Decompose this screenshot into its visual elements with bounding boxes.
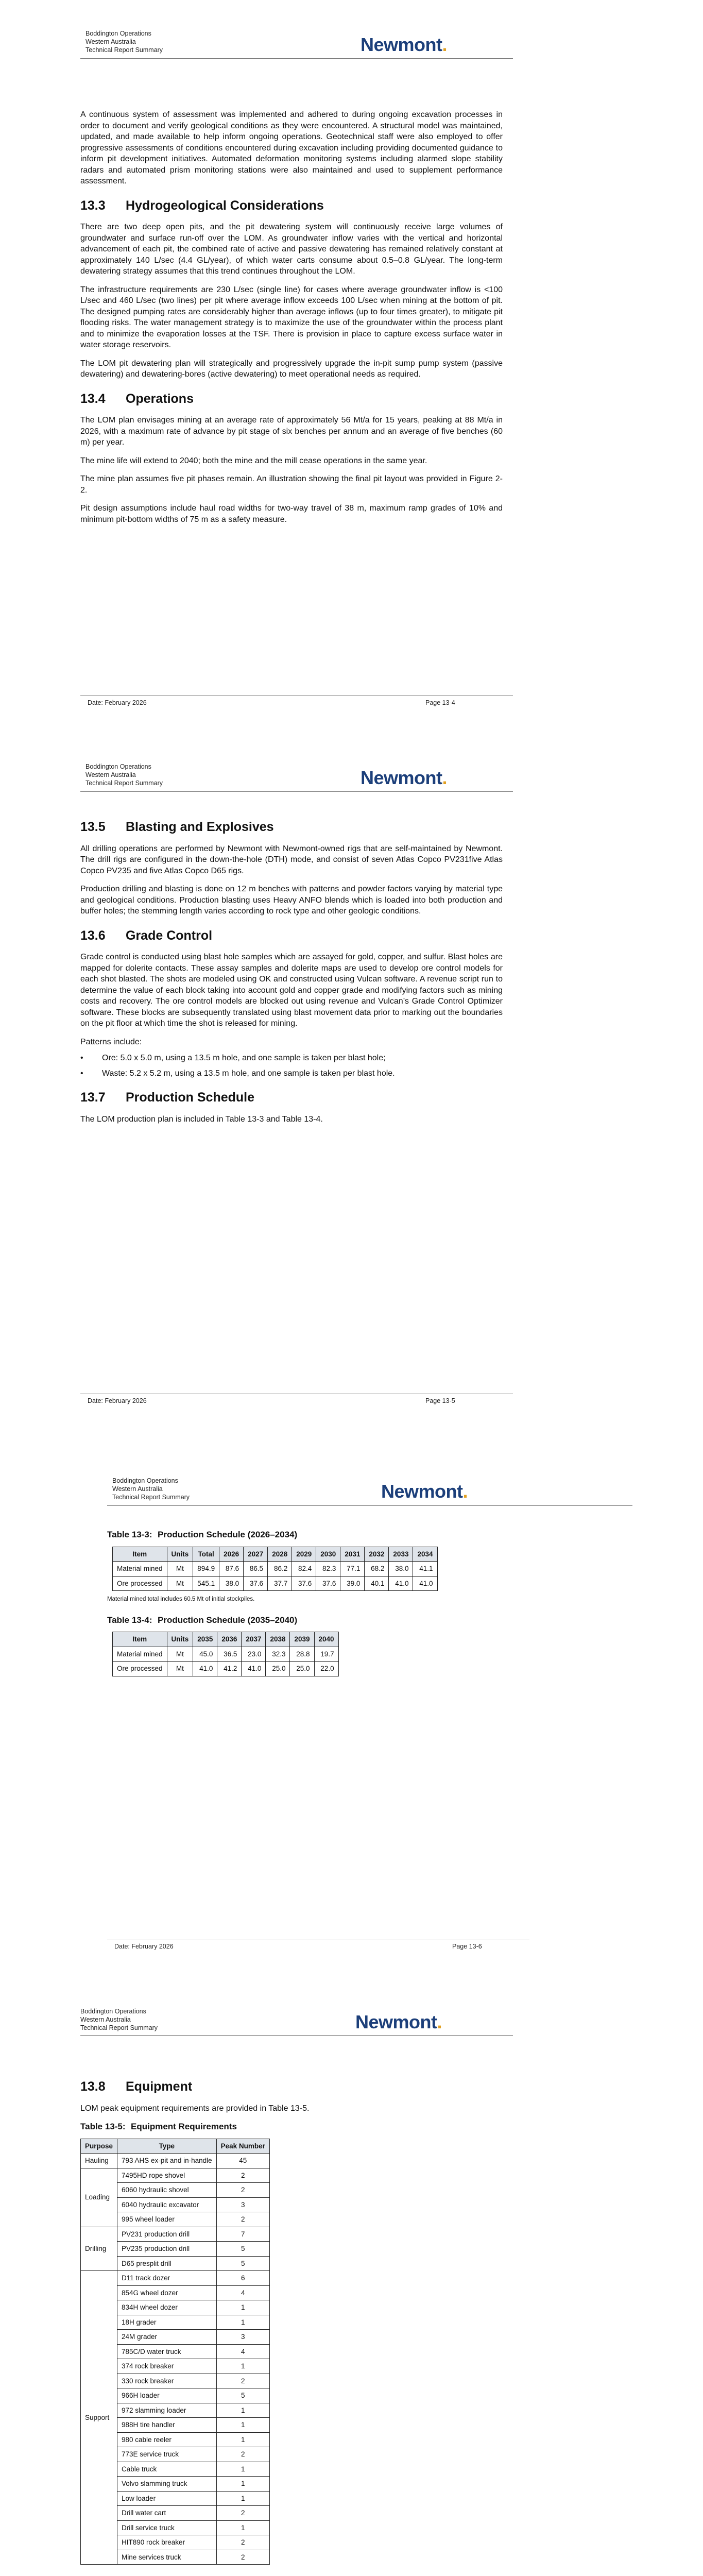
column-header: 2034 (413, 1547, 437, 1562)
equipment-type: D11 track dozer (117, 2271, 217, 2286)
footer-date: Date: February 2026 (114, 1943, 174, 1950)
equipment-type: Drill water cart (117, 2506, 217, 2521)
column-header: 2030 (316, 1547, 340, 1562)
column-header: Item (113, 1547, 167, 1562)
table-cell: 68.2 (365, 1562, 389, 1577)
table-row (113, 1562, 438, 1577)
peak-number: 3 (216, 2197, 269, 2212)
section-title: Hydrogeological Considerations (126, 198, 324, 213)
table-cell: 45.0 (193, 1647, 217, 1662)
column-header: Total (193, 1547, 219, 1562)
purpose-cell: Drilling (81, 2227, 117, 2271)
peak-number: 1 (216, 2418, 269, 2433)
section-number: 13.5 (80, 820, 106, 834)
header-line-3: Technical Report Summary (85, 779, 163, 787)
table-row (81, 2227, 270, 2242)
column-header: Peak Number (216, 2139, 269, 2154)
section-13-5-heading (80, 822, 503, 833)
table-cell: 82.4 (292, 1562, 316, 1577)
column-header: 2040 (314, 1632, 338, 1647)
table-cell: 77.1 (340, 1562, 365, 1577)
column-header: Units (167, 1547, 193, 1562)
table-cell: 37.6 (292, 1576, 316, 1591)
table-cell: 28.8 (290, 1647, 314, 1662)
page-13-6 (0, 1437, 703, 1953)
column-header: Units (167, 1632, 193, 1647)
paragraph: The LOM plan envisages mining at an average rate of approximately 56 Mt/a for 15 years, peaking at 88 Mt/a in 2026, with a maximum rate of advance by pit stage of six benches per annum and an average of five benches (60 m) per year. (80, 416, 503, 447)
column-header: 2036 (217, 1632, 242, 1647)
peak-number: 45 (216, 2154, 269, 2168)
peak-number: 2 (216, 2506, 269, 2521)
header-line-2: Western Australia (85, 38, 136, 45)
logo-dot: . (462, 1481, 468, 1502)
list-item: • Ore: 5.0 x 5.0 m, using a 13.5 m hole, and one sample is taken per blast hole; (80, 1053, 503, 1064)
equipment-type: 785C/D water truck (117, 2344, 217, 2359)
paragraph: The mine plan assumes five pit phases remain. An illustration showing the final pit layout was provided in Figure 2-2. (80, 474, 503, 495)
patterns-list (80, 1053, 503, 1079)
table-cell: Material mined (113, 1647, 167, 1662)
page-13-7 (0, 1953, 703, 2576)
table-number: Table 13-5: (80, 2122, 126, 2131)
logo-word: Newmont (361, 767, 442, 788)
peak-number: 6 (216, 2271, 269, 2286)
table-cell: 86.2 (268, 1562, 292, 1577)
page-13-4 (0, 0, 703, 719)
table-cell: Material mined (113, 1562, 167, 1577)
table-cell: Ore processed (113, 1662, 167, 1676)
peak-number: 5 (216, 2256, 269, 2271)
section-13-7-heading (80, 1092, 503, 1104)
table-cell: 38.0 (219, 1576, 244, 1591)
page-body (80, 822, 503, 1132)
column-header: 2038 (266, 1632, 290, 1647)
logo-dot: . (442, 767, 448, 788)
section-number: 13.3 (80, 198, 106, 213)
peak-number: 1 (216, 2300, 269, 2315)
equipment-type: 995 wheel loader (117, 2212, 217, 2227)
peak-number: 1 (216, 2315, 269, 2330)
peak-number: 3 (216, 2330, 269, 2345)
header-line-2: Western Australia (112, 1485, 163, 1493)
peak-number: 4 (216, 2344, 269, 2359)
column-header: Purpose (81, 2139, 117, 2154)
newmont-logo (355, 2011, 442, 2033)
page-header (85, 762, 163, 787)
paragraph: There are two deep open pits, and the pit dewatering system will continuously receive large volumes of groundwater and surface run-off over the LOM. As groundwater inflow varies with the vertical and horizontal advancement of each pit, the combined rate of active and passive dewatering has remained relatively constant at approximately 140 L/sec (4.4 GL/year), of which water carts consume about 0.5–0.8 GL/year. The long-term dewatering strategy assumes that this trend continues throughout the LOM. (80, 223, 503, 276)
equipment-type: D65 presplit drill (117, 2256, 217, 2271)
section-13-8-heading (80, 2081, 503, 2093)
column-header: 2027 (244, 1547, 268, 1562)
table-cell: 82.3 (316, 1562, 340, 1577)
peak-number: 1 (216, 2491, 269, 2506)
equipment-type: 6040 hydraulic excavator (117, 2197, 217, 2212)
table-header-row (113, 1547, 438, 1562)
peak-number: 7 (216, 2227, 269, 2242)
section-title: Grade Control (126, 928, 213, 943)
page-header (80, 2007, 158, 2032)
section-title: Production Schedule (126, 1090, 255, 1105)
production-schedule-table-2026-2034 (112, 1547, 438, 1591)
equipment-type: 18H grader (117, 2315, 217, 2330)
table-cell: 38.0 (389, 1562, 413, 1577)
footer-date: Date: February 2026 (88, 699, 147, 706)
patterns-intro: Patterns include: (80, 1037, 142, 1046)
purpose-cell: Support (81, 2271, 117, 2565)
logo-dot: . (442, 34, 448, 55)
logo-word: Newmont (355, 2011, 437, 2032)
table-13-5-caption (80, 2121, 503, 2132)
page-13-5 (0, 719, 703, 1437)
paragraph: The infrastructure requirements are 230 L/sec (single line) for cases where average groundwater inflow is <100 L/sec and 460 L/sec (two lines) per pit where average inflow exceeds 100 L/sec when mining at the bottom of pit. The designed pumping rates are considerably higher than average inflows (up to four times greater), to mitigate pit flooding risks. The water management strategy is to maximize the use of the groundwater within the process plant and to minimize the evaporation losses at the TSF. There is provision in place to capture excess surface water in water storage reservoirs. (80, 285, 503, 349)
header-line-1: Boddington Operations (112, 1477, 178, 1484)
column-header: 2031 (340, 1547, 365, 1562)
table-cell: 19.7 (314, 1647, 338, 1662)
table-note: Material mined total includes 60.5 Mt of initial stockpiles. (107, 1596, 255, 1602)
column-header: 2029 (292, 1547, 316, 1562)
table-row (81, 2168, 270, 2183)
logo-word: Newmont (361, 34, 442, 55)
equipment-type: 7495HD rope shovel (117, 2168, 217, 2183)
intro-paragraph: A continuous system of assessment was implemented and adhered to during ongoing excavation processes in order to document and verify geological conditions as they were encountered. A structural model was maintained, updated, and made available to help inform ongoing operations. Geotechnical staff were also employed to offer progressive assessments of conditions encountered during excavation including providing documented guidance to inform pit development initiatives. Automated deformation monitoring systems including alarmed slope stability radars and automated prism monitoring stations were also maintained and used to supplement performance assessment. (80, 110, 503, 185)
section-13-6-heading (80, 930, 503, 942)
peak-number: 1 (216, 2462, 269, 2477)
newmont-logo (381, 1481, 468, 1502)
page-body (107, 1529, 571, 1676)
table-row (113, 1647, 339, 1662)
header-rule (80, 58, 513, 59)
table-title: Production Schedule (2035–2040) (158, 1615, 298, 1625)
newmont-logo (361, 767, 447, 789)
equipment-type: 773E service truck (117, 2447, 217, 2462)
peak-number: 1 (216, 2432, 269, 2447)
peak-number: 5 (216, 2388, 269, 2403)
column-header: 2028 (268, 1547, 292, 1562)
peak-number: 2 (216, 2535, 269, 2550)
peak-number: 1 (216, 2520, 269, 2535)
table-row (113, 1662, 339, 1676)
paragraph: Grade control is conducted using blast hole samples which are assayed for gold, copper, and sulfur. Blast holes are mapped for dolerite contacts. These assay samples and dolerite maps are used to develop ore control models for each shot blasted. The shots are modeled using OK and constructed using Vulcan software. A revenue script run to determine the value of each block taking into account gold and copper grade and modifying factors such as mining costs and recovery. The ore control models are blocked out using revenue and Vulcan’s Grade Control Optimizer software. These blocks are subsequently translated using blast movement data prior to marking out the boundaries on the pit floor at which time the shot is released for mining. (80, 953, 503, 1028)
section-number: 13.4 (80, 391, 106, 406)
table-cell: 25.0 (290, 1662, 314, 1676)
header-line-2: Western Australia (85, 771, 136, 778)
equipment-type: 793 AHS ex-pit and in-handle (117, 2154, 217, 2168)
equipment-type: Volvo slamming truck (117, 2477, 217, 2492)
paragraph: All drilling operations are performed by Newmont with Newmont-owned rigs that are self-maintained by Newmont. The drill rigs are configured in the down-the-hole (DTH) mode, and consist of seven Atlas Copco PV231five Atlas Copco PV235 and five Atlas Copco D65 rigs. (80, 844, 503, 875)
footer-date: Date: February 2026 (88, 1397, 147, 1404)
paragraph: The LOM production plan is included in Table 13-3 and Table 13-4. (80, 1114, 323, 1124)
equipment-type: 24M grader (117, 2330, 217, 2345)
purpose-cell: Loading (81, 2168, 117, 2227)
equipment-requirements-table (80, 2139, 270, 2565)
column-header: 2039 (290, 1632, 314, 1647)
table-title: Equipment Requirements (131, 2122, 237, 2131)
peak-number: 2 (216, 2447, 269, 2462)
peak-number: 1 (216, 2477, 269, 2492)
page-body (80, 109, 503, 532)
table-cell: Ore processed (113, 1576, 167, 1591)
table-13-4-caption (107, 1615, 571, 1626)
table-13-3-caption (107, 1529, 571, 1540)
page-body (80, 2081, 503, 2565)
table-cell: Mt (167, 1662, 193, 1676)
column-header: 2032 (365, 1547, 389, 1562)
header-rule (80, 2035, 513, 2036)
header-line-3: Technical Report Summary (85, 46, 163, 54)
peak-number: 4 (216, 2285, 269, 2300)
equipment-type: PV235 production drill (117, 2242, 217, 2257)
peak-number: 1 (216, 2403, 269, 2418)
equipment-type: 972 slamming loader (117, 2403, 217, 2418)
paragraph: Pit design assumptions include haul road widths for two-way travel of 38 m, maximum ramp grades of 10% and minimum pit-bottom widths of 75 m as a safety measure. (80, 504, 503, 524)
equipment-type: 330 rock breaker (117, 2374, 217, 2388)
equipment-type: Cable truck (117, 2462, 217, 2477)
peak-number: 5 (216, 2242, 269, 2257)
equipment-type: 374 rock breaker (117, 2359, 217, 2374)
peak-number: 2 (216, 2550, 269, 2565)
table-header-row (81, 2139, 270, 2154)
table-cell: 37.6 (316, 1576, 340, 1591)
table-cell: 86.5 (244, 1562, 268, 1577)
table-number: Table 13-4: (107, 1615, 152, 1625)
equipment-type: 854G wheel dozer (117, 2285, 217, 2300)
table-cell: 22.0 (314, 1662, 338, 1676)
paragraph: The mine life will extend to 2040; both the mine and the mill cease operations in the same year. (80, 456, 427, 465)
table-cell: 545.1 (193, 1576, 219, 1591)
section-number: 13.8 (80, 2079, 106, 2094)
page-header (112, 1477, 190, 1501)
header-rule (107, 1505, 632, 1506)
header-line-3: Technical Report Summary (80, 2024, 158, 2031)
equipment-type: Drill service truck (117, 2520, 217, 2535)
purpose-cell: Hauling (81, 2154, 117, 2168)
column-header: 2037 (242, 1632, 266, 1647)
table-cell: 41.2 (217, 1662, 242, 1676)
table-number: Table 13-3: (107, 1530, 152, 1539)
section-title: Blasting and Explosives (126, 820, 274, 834)
logo-dot: . (437, 2011, 442, 2032)
footer-page: Page 13-4 (425, 699, 455, 706)
column-header: 2033 (389, 1547, 413, 1562)
logo-word: Newmont (381, 1481, 463, 1502)
section-title: Equipment (126, 2079, 193, 2094)
header-line-1: Boddington Operations (85, 763, 151, 770)
table-cell: 41.0 (389, 1576, 413, 1591)
section-number: 13.7 (80, 1090, 106, 1105)
equipment-type: 834H wheel dozer (117, 2300, 217, 2315)
table-cell: Mt (167, 1562, 193, 1577)
table-cell: Mt (167, 1576, 193, 1591)
paragraph: Production drilling and blasting is done on 12 m benches with patterns and powder factors varying by material type and geological conditions. Production blasting uses Heavy ANFO blends which is loaded into both production and buffer holes; the stemming length varies according to rock type and other geologic conditions. (80, 885, 503, 916)
column-header: 2035 (193, 1632, 217, 1647)
header-line-3: Technical Report Summary (112, 1494, 190, 1501)
table-title: Production Schedule (2026–2034) (158, 1530, 298, 1539)
header-line-1: Boddington Operations (80, 2008, 146, 2015)
footer-page: Page 13-5 (425, 1397, 455, 1404)
table-cell: 41.0 (193, 1662, 217, 1676)
table-cell: 37.6 (244, 1576, 268, 1591)
column-header: Item (113, 1632, 167, 1647)
equipment-type: 980 cable reeler (117, 2432, 217, 2447)
equipment-type: PV231 production drill (117, 2227, 217, 2242)
paragraph: LOM peak equipment requirements are provided in Table 13-5. (80, 2104, 310, 2113)
table-row (81, 2271, 270, 2286)
table-row (113, 1576, 438, 1591)
peak-number: 2 (216, 2183, 269, 2198)
table-cell: 32.3 (266, 1647, 290, 1662)
production-schedule-table-2035-2040 (112, 1632, 339, 1676)
table-cell: 39.0 (340, 1576, 365, 1591)
column-header: Type (117, 2139, 217, 2154)
peak-number: 2 (216, 2168, 269, 2183)
page-header (85, 29, 163, 54)
table-cell: 41.0 (413, 1576, 437, 1591)
table-cell: 41.0 (242, 1662, 266, 1676)
section-13-4-heading (80, 391, 503, 406)
peak-number: 2 (216, 2212, 269, 2227)
equipment-type: 6060 hydraulic shovel (117, 2183, 217, 2198)
table-cell: 894.9 (193, 1562, 219, 1577)
column-header: 2026 (219, 1547, 244, 1562)
header-line-1: Boddington Operations (85, 30, 151, 37)
table-cell: 40.1 (365, 1576, 389, 1591)
section-title: Operations (126, 391, 194, 406)
header-rule (80, 791, 513, 792)
table-cell: 41.1 (413, 1562, 437, 1577)
peak-number: 1 (216, 2359, 269, 2374)
table-cell: 36.5 (217, 1647, 242, 1662)
equipment-type: Mine services truck (117, 2550, 217, 2565)
footer-page: Page 13-6 (452, 1943, 482, 1950)
header-line-2: Western Australia (80, 2016, 131, 2023)
equipment-type: 966H loader (117, 2388, 217, 2403)
table-cell: Mt (167, 1647, 193, 1662)
newmont-logo (361, 34, 447, 56)
table-cell: 87.6 (219, 1562, 244, 1577)
equipment-type: 988H tire handler (117, 2418, 217, 2433)
equipment-type: HIT890 rock breaker (117, 2535, 217, 2550)
section-number: 13.6 (80, 928, 106, 943)
list-item: • Waste: 5.2 x 5.2 m, using a 13.5 m hole, and one sample is taken per blast hole. (80, 1068, 503, 1079)
peak-number: 2 (216, 2374, 269, 2388)
table-cell: 23.0 (242, 1647, 266, 1662)
table-header-row (113, 1632, 339, 1647)
paragraph: The LOM pit dewatering plan will strategically and progressively upgrade the in-pit sump pump system (passive dewatering) and dewatering-bores (active dewatering) to meet operational needs as required. (80, 359, 503, 379)
equipment-type: Low loader (117, 2491, 217, 2506)
table-row (81, 2154, 270, 2168)
table-cell: 37.7 (268, 1576, 292, 1591)
section-13-3-heading (80, 200, 503, 212)
table-cell: 25.0 (266, 1662, 290, 1676)
